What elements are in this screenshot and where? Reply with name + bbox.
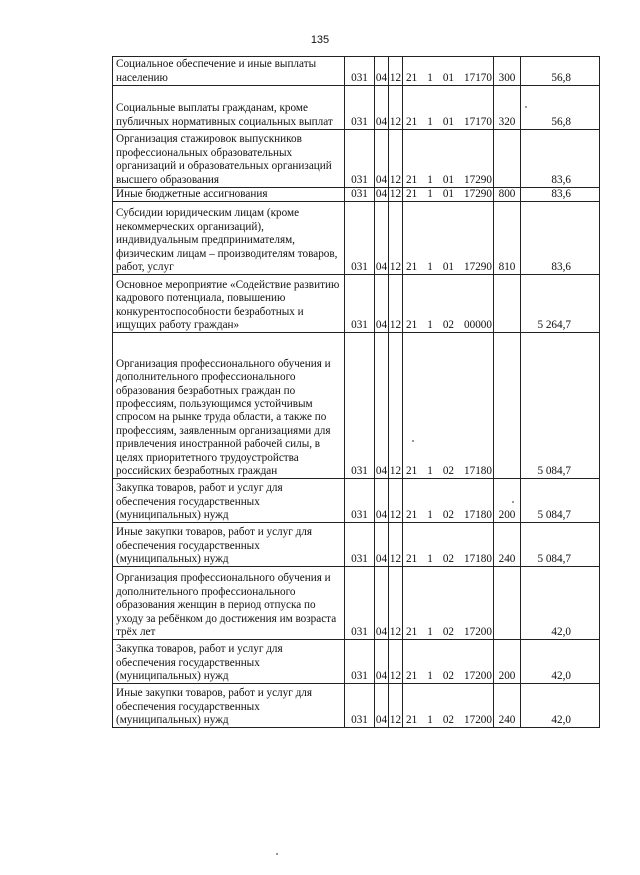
csr-code-part: 1 bbox=[427, 509, 433, 521]
rz-code-cell: 04 bbox=[375, 333, 389, 479]
pr-code-cell: 12 bbox=[389, 188, 402, 200]
vr-code-cell: 320 bbox=[494, 86, 521, 130]
item-name-cell: Организация профессионального обучения и дополнительного профессионального образования женщин в период отпуска по уходу за ребёнком до достижения им возраста трёх лет bbox=[113, 567, 345, 640]
gr-code-cell: 031 bbox=[345, 57, 375, 86]
csr-code-part: 1 bbox=[427, 714, 433, 726]
csr-code-cell bbox=[403, 188, 494, 202]
csr-code-parts bbox=[406, 626, 492, 639]
csr-code-part: 1 bbox=[427, 173, 433, 186]
csr-code-part: 02 bbox=[442, 553, 454, 565]
budget-table bbox=[112, 56, 600, 728]
csr-code-part: 1 bbox=[427, 188, 433, 200]
csr-code-cell bbox=[403, 202, 494, 275]
scan-speck bbox=[512, 501, 514, 503]
csr-code-part: 1 bbox=[427, 553, 433, 565]
item-name-cell: Социальные выплаты гражданам, кроме публичных нормативных социальных выплат bbox=[113, 86, 345, 130]
gr-code-cell: 031 bbox=[345, 188, 375, 202]
amount-cell: 42,0 bbox=[521, 684, 600, 728]
csr-code-part: 21 bbox=[406, 626, 418, 638]
csr-code-part: 17180 bbox=[464, 465, 492, 477]
vr-code-cell: 300 bbox=[494, 57, 521, 86]
amount-cell: 83,6 bbox=[521, 130, 600, 188]
table-row bbox=[113, 188, 600, 202]
pr-code-cell: 12 bbox=[389, 130, 403, 188]
csr-code-parts bbox=[406, 116, 492, 129]
vr-code-cell: 200 bbox=[494, 640, 521, 684]
csr-code-parts bbox=[406, 509, 492, 522]
csr-code-part: 21 bbox=[406, 553, 418, 565]
csr-code-cell bbox=[403, 130, 494, 188]
csr-code-part: 17180 bbox=[464, 553, 492, 565]
gr-code-cell: 031 bbox=[345, 567, 375, 640]
vr-code-cell: 240 bbox=[494, 523, 521, 567]
csr-code-part: 17170 bbox=[464, 71, 492, 84]
csr-code-cell bbox=[403, 567, 494, 640]
csr-code-parts bbox=[406, 319, 492, 332]
csr-code-part: 17290 bbox=[464, 261, 492, 273]
csr-code-part: 01 bbox=[442, 115, 454, 128]
csr-code-part: 21 bbox=[406, 173, 418, 186]
item-name-cell: Социальное обеспечение и иные выплаты населению bbox=[113, 57, 345, 86]
table-row bbox=[113, 202, 600, 275]
pr-code-cell: 12 bbox=[389, 202, 403, 275]
csr-code-part: 21 bbox=[406, 188, 418, 200]
amount-cell: 83,6 bbox=[521, 188, 600, 202]
csr-code-cell bbox=[403, 640, 494, 684]
amount-cell: 83,6 bbox=[521, 202, 600, 275]
table-row bbox=[113, 523, 600, 567]
pr-code-cell: 12 bbox=[389, 640, 403, 684]
gr-code-cell: 031 bbox=[345, 640, 375, 684]
table-row bbox=[113, 333, 600, 479]
table-row bbox=[113, 479, 600, 523]
table-row bbox=[113, 567, 600, 640]
csr-code-part: 02 bbox=[442, 509, 454, 521]
gr-code-cell: 031 bbox=[345, 275, 375, 333]
csr-code-part: 1 bbox=[427, 670, 433, 682]
amount-cell: 5 084,7 bbox=[521, 523, 600, 567]
vr-code-cell bbox=[494, 567, 521, 640]
amount-cell: 5 084,7 bbox=[521, 333, 600, 479]
csr-code-part: 1 bbox=[427, 465, 433, 477]
csr-code-part: 1 bbox=[427, 261, 433, 273]
amount-cell: 5 264,7 bbox=[521, 275, 600, 333]
vr-code-cell: 810 bbox=[494, 202, 521, 275]
csr-code-part: 17290 bbox=[464, 188, 492, 200]
vr-code-cell: 240 bbox=[494, 684, 521, 728]
csr-code-cell bbox=[403, 57, 494, 86]
item-name-cell: Организация профессионального обучения и дополнительного профессионального образования безработных граждан по профессиям, пользующимся устойчивым спросом на рынке труда области, а также по профессиям, заявленным организациями для привлечения иностранной рабочей силы, в целях приоритетного трудоустройства российских безработных граждан bbox=[113, 333, 345, 479]
pr-code-cell: 12 bbox=[389, 275, 403, 333]
csr-code-part: 17200 bbox=[464, 714, 492, 726]
gr-code-cell: 031 bbox=[345, 202, 375, 275]
csr-code-part: 21 bbox=[406, 115, 418, 128]
rz-code-cell: 04 bbox=[375, 640, 389, 684]
pr-code-cell: 12 bbox=[389, 333, 403, 479]
csr-code-part: 21 bbox=[406, 319, 418, 331]
table-row bbox=[113, 57, 600, 86]
csr-code-parts bbox=[406, 188, 492, 201]
rz-code-cell: 04 bbox=[375, 275, 389, 333]
scan-speck bbox=[412, 440, 414, 442]
rz-code-cell: 04 bbox=[375, 567, 389, 640]
csr-code-part: 21 bbox=[406, 714, 418, 726]
csr-code-parts bbox=[406, 174, 492, 187]
item-name-cell: Организация стажировок выпускников профессиональных образовательных организаций и образовательных организаций высшего образования bbox=[113, 130, 345, 188]
csr-code-part: 21 bbox=[406, 509, 418, 521]
amount-cell: 42,0 bbox=[521, 640, 600, 684]
csr-code-parts bbox=[406, 72, 492, 85]
gr-code-cell: 031 bbox=[345, 130, 375, 188]
csr-code-part: 1 bbox=[427, 626, 433, 638]
csr-code-part: 21 bbox=[406, 670, 418, 682]
page-number: 135 bbox=[310, 34, 330, 46]
gr-code-cell: 031 bbox=[345, 479, 375, 523]
csr-code-part: 01 bbox=[442, 173, 454, 186]
csr-code-parts bbox=[406, 714, 492, 727]
gr-code-cell: 031 bbox=[345, 333, 375, 479]
gr-code-cell: 031 bbox=[345, 684, 375, 728]
csr-code-cell bbox=[403, 86, 494, 130]
rz-code-cell: 04 bbox=[375, 130, 389, 188]
csr-code-part: 02 bbox=[442, 319, 454, 331]
csr-code-part: 01 bbox=[442, 188, 454, 200]
item-name-cell: Основное мероприятие «Содействие развитию кадрового потенциала, повышению конкурентоспособности безработных и ищущих работу граждан» bbox=[113, 275, 345, 333]
rz-code-cell: 04 bbox=[375, 523, 389, 567]
csr-code-parts bbox=[406, 670, 492, 683]
table-row bbox=[113, 640, 600, 684]
gr-code-cell: 031 bbox=[345, 86, 375, 130]
csr-code-part: 17290 bbox=[464, 173, 492, 186]
item-name-cell: Субсидии юридическим лицам (кроме некоммерческих организаций), индивидуальным предпринимателям, физическим лицам – производителям товаров, работ, услуг bbox=[113, 202, 345, 275]
pr-code-cell: 12 bbox=[389, 567, 403, 640]
scan-speck bbox=[525, 106, 527, 108]
pr-code-cell: 12 bbox=[389, 479, 403, 523]
item-name-cell: Иные закупки товаров, работ и услуг для обеспечения государственных (муниципальных) нужд bbox=[113, 523, 345, 567]
csr-code-cell bbox=[403, 523, 494, 567]
table-body bbox=[113, 57, 600, 728]
csr-code-part: 21 bbox=[406, 71, 418, 84]
vr-code-cell: 800 bbox=[494, 188, 521, 202]
csr-code-cell bbox=[403, 333, 494, 479]
item-name-cell: Иные бюджетные ассигнования bbox=[113, 188, 345, 202]
csr-code-cell bbox=[403, 275, 494, 333]
amount-cell: 56,8 bbox=[521, 57, 600, 86]
csr-code-part: 17200 bbox=[464, 626, 492, 638]
csr-code-part: 00000 bbox=[464, 319, 492, 331]
item-name-cell: Закупка товаров, работ и услуг для обеспечения государственных (муниципальных) нужд bbox=[113, 479, 345, 523]
vr-code-cell: 200 bbox=[494, 479, 521, 523]
csr-code-part: 02 bbox=[442, 626, 454, 638]
rz-code-cell: 04 bbox=[375, 188, 388, 200]
amount-cell: 56,8 bbox=[521, 86, 600, 130]
csr-code-part: 21 bbox=[406, 261, 418, 273]
rz-code-cell: 04 bbox=[375, 684, 389, 728]
csr-code-parts bbox=[406, 553, 492, 566]
item-name-cell: Закупка товаров, работ и услуг для обеспечения государственных (муниципальных) нужд bbox=[113, 640, 345, 684]
amount-cell: 5 084,7 bbox=[521, 479, 600, 523]
csr-code-cell bbox=[403, 684, 494, 728]
csr-code-part: 21 bbox=[406, 465, 418, 477]
csr-code-part: 17180 bbox=[464, 509, 492, 521]
csr-code-cell bbox=[403, 479, 494, 523]
gr-code-cell: 031 bbox=[345, 523, 375, 567]
csr-code-part: 1 bbox=[427, 71, 433, 84]
csr-code-part: 02 bbox=[442, 714, 454, 726]
csr-code-part: 17200 bbox=[464, 670, 492, 682]
csr-code-parts bbox=[406, 465, 492, 478]
table-row bbox=[113, 130, 600, 188]
pr-code-cell: 12 bbox=[389, 57, 403, 86]
vr-code-cell bbox=[494, 275, 521, 333]
csr-code-part: 1 bbox=[427, 115, 433, 128]
pr-code-cell: 12 bbox=[389, 86, 403, 130]
rz-code-cell: 04 bbox=[375, 57, 389, 86]
csr-code-part: 02 bbox=[442, 670, 454, 682]
rz-code-cell: 04 bbox=[375, 202, 389, 275]
rz-code-cell: 04 bbox=[375, 86, 389, 130]
vr-code-cell bbox=[494, 333, 521, 479]
table-row bbox=[113, 684, 600, 728]
item-name-cell: Иные закупки товаров, работ и услуг для обеспечения государственных (муниципальных) нужд bbox=[113, 684, 345, 728]
csr-code-part: 1 bbox=[427, 319, 433, 331]
csr-code-part: 01 bbox=[442, 71, 454, 84]
vr-code-cell bbox=[494, 130, 521, 188]
csr-code-part: 01 bbox=[442, 261, 454, 273]
scan-speck bbox=[276, 853, 278, 855]
pr-code-cell: 12 bbox=[389, 684, 403, 728]
csr-code-part: 02 bbox=[442, 465, 454, 477]
amount-cell: 42,0 bbox=[521, 567, 600, 640]
pr-code-cell: 12 bbox=[389, 523, 403, 567]
table-row bbox=[113, 275, 600, 333]
rz-code-cell: 04 bbox=[375, 479, 389, 523]
csr-code-part: 17170 bbox=[464, 115, 492, 128]
csr-code-parts bbox=[406, 261, 492, 274]
